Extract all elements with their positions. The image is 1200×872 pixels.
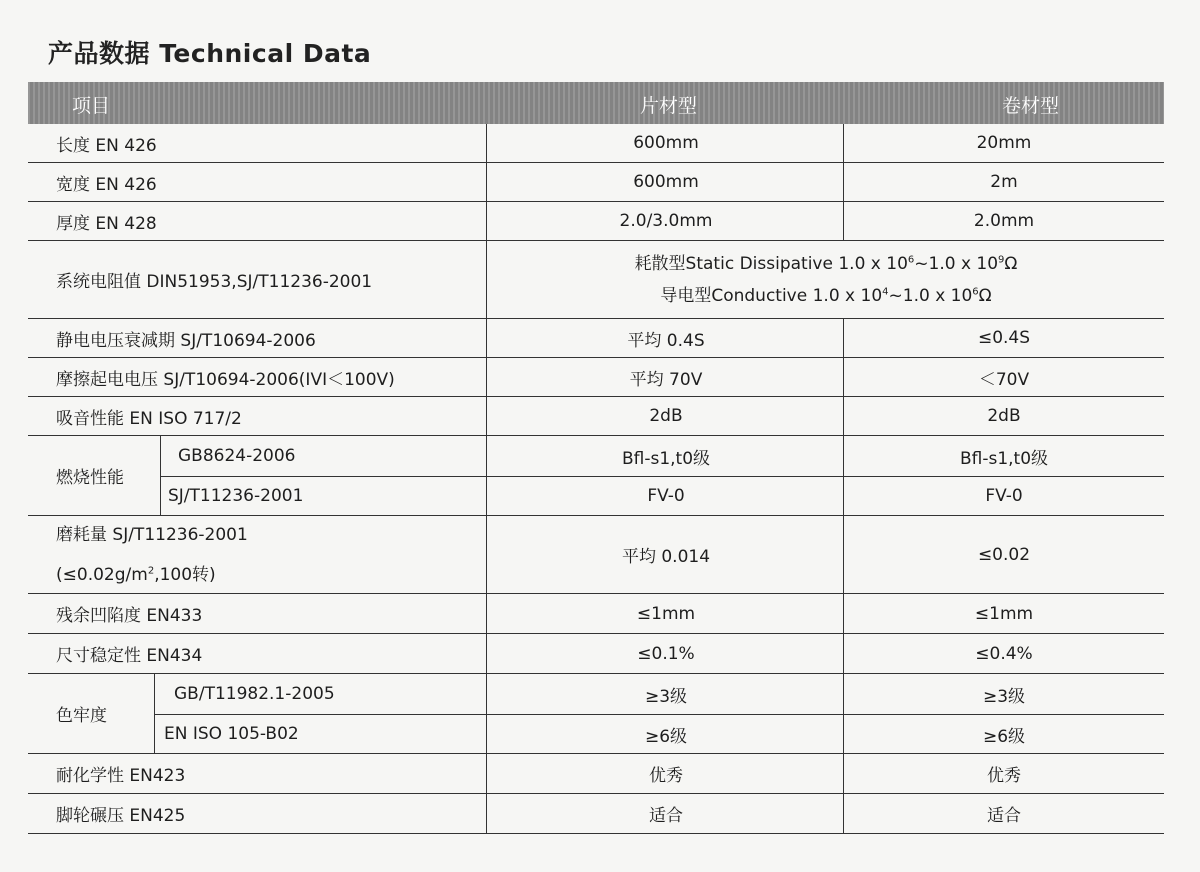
row-label: 耐化学性 EN423 [56, 766, 186, 786]
roll-value: 2m [990, 172, 1018, 192]
group-label: 色牢度 [56, 706, 107, 726]
table-row-width [28, 163, 1164, 202]
table-row-abrasion [28, 516, 1164, 594]
color-subrow-gb: GB/T11982.1-2005 [174, 684, 335, 704]
roll-value: ≤1mm [974, 603, 1034, 624]
row-label: 吸音性能 EN ISO 717/2 [56, 408, 242, 429]
table-row-indent [28, 594, 1164, 634]
resistance-value [488, 241, 1164, 318]
table-row-resistance [28, 241, 1164, 319]
row-label: 残余凹陷度 EN433 [56, 606, 203, 626]
roll-value: ≥6级 [982, 726, 1026, 747]
table-row-length [28, 124, 1164, 163]
table-row-castor [28, 794, 1164, 834]
row-label: 静电电压衰减期 SJ/T10694-2006 [56, 330, 316, 351]
row-label: 脚轮碾压 EN425 [56, 806, 186, 826]
sheet-value: 平均 70V [629, 369, 703, 390]
header-roll-type: 卷材型 [1002, 95, 1060, 117]
row-label: 摩擦起电电压 SJ/T10694-2006(IVI＜100V) [56, 369, 395, 390]
roll-value: ≤0.02 [977, 544, 1031, 565]
sheet-value: FV-0 [647, 486, 685, 506]
roll-value: ≤0.4% [975, 643, 1033, 664]
sheet-value: 600mm [633, 172, 699, 192]
roll-value: ≤0.4S [977, 328, 1031, 348]
roll-value: 优秀 [987, 766, 1021, 786]
table-row-friction [28, 358, 1164, 397]
roll-value: Bfl-s1,t0级 [959, 448, 1049, 469]
sheet-value: 平均 0.014 [621, 547, 711, 567]
sheet-value: Bfl-s1,t0级 [621, 448, 711, 469]
row-label: 尺寸稳定性 EN434 [56, 646, 203, 666]
sheet-value: 2dB [649, 406, 683, 426]
dissipative-line: 耗散型Static Dissipative 1.0 x $10^6\sim 1.0$ x $10^9\Omega$ [634, 253, 1018, 274]
fire-subrow-gb: GB8624-2006 [178, 446, 296, 466]
group-label: 燃烧性能 [56, 468, 124, 488]
roll-value: 2.0mm [973, 211, 1035, 231]
table-row-chemical [28, 754, 1164, 794]
color-subrow-en: EN ISO 105-B02 [164, 724, 299, 744]
header-sheet-type: 片材型 [640, 95, 698, 117]
row-label: 系统电阻值 DIN51953,SJ/T11236-2001 [56, 272, 373, 292]
page-title: 产品数据 Technical Data [48, 39, 372, 68]
header-item: 项目 [72, 95, 111, 117]
table-row-thickness [28, 202, 1164, 241]
row-label: 磨耗量 SJ/T11236-2001 ($\le 0.02g/m^2,100$转) [56, 524, 248, 585]
sheet-value: ≥3级 [644, 686, 688, 707]
sheet-value: 2.0/3.0mm [619, 211, 713, 231]
conductive-line: 导电型Conductive 1.0 x $10^4\sim 1.0$ x $10^6\Omega$ [660, 285, 992, 306]
sheet-value: ≤0.1% [637, 643, 695, 664]
table-row-decay [28, 319, 1164, 358]
row-label: 长度 EN 426 [56, 135, 157, 156]
roll-value: FV-0 [985, 486, 1023, 506]
table-row-color [28, 674, 1164, 754]
sheet-value: 优秀 [649, 766, 683, 786]
table-row-dimensional [28, 634, 1164, 674]
roll-value: 20mm [976, 133, 1032, 153]
roll-value: 适合 [987, 806, 1021, 826]
table-row-sound [28, 397, 1164, 436]
roll-value: 2dB [987, 406, 1021, 426]
sheet-value: 平均 0.4S [627, 330, 705, 351]
row-label: 宽度 EN 426 [56, 174, 157, 195]
table-header [28, 82, 1164, 124]
sheet-value: 600mm [633, 133, 699, 153]
row-label: 厚度 EN 428 [56, 213, 157, 234]
roll-value: ＜70V [978, 369, 1030, 390]
sheet-value: ≤1mm [636, 603, 696, 624]
fire-subrow-sj: SJ/T11236-2001 [168, 486, 304, 506]
roll-value: ≥3级 [982, 686, 1026, 707]
sheet-value: 适合 [649, 806, 683, 826]
table-row-fire [28, 436, 1164, 516]
sheet-value: ≥6级 [644, 726, 688, 747]
technical-data-table [28, 82, 1164, 834]
